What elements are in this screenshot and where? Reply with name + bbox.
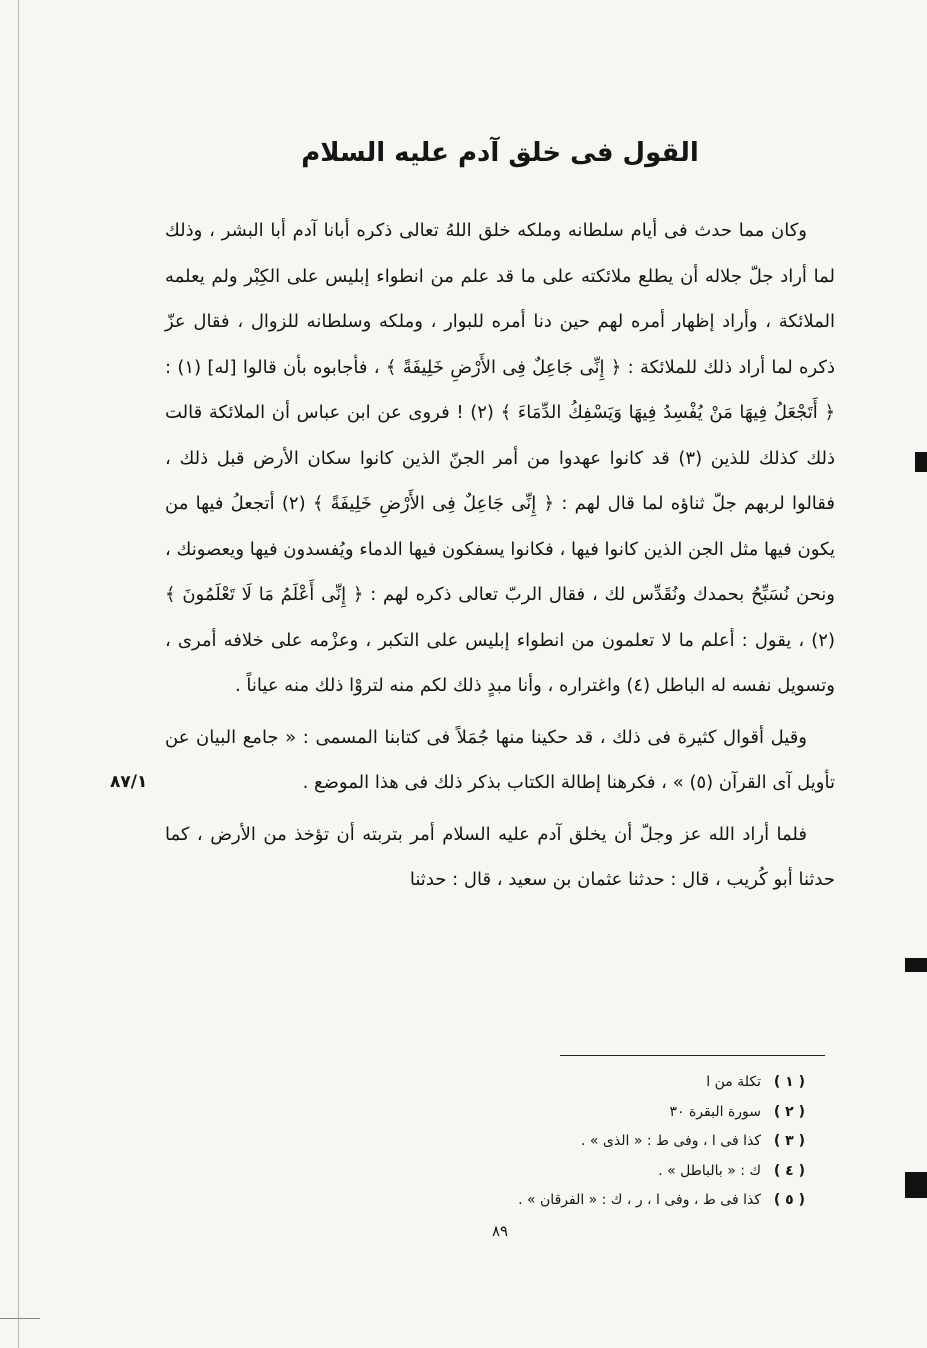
paragraph-1: وكان مما حدث فى أيام سلطانه وملكه خلق اللهُ تعالى ذكره أبانا آدم أبا البشر ، وذلك لما أراد جلّ جلاله أن يطلع ملائكته على ما قد علم من انطواء إبليس على الكِبْر ولم يعلمه الملائكة ، وأراد إظهار أمره لهم حين دنا أمره للبوار ، وملكه وسلطانه للزوال ، فقال عزّ ذكره لما أراد ذلك للملائكة : ﴿ إِنِّى جَاعِلٌ فِى الأَرْضِ خَلِيفَةً ﴾ ، فأجابوه بأن قالوا [له] (١) : ﴿ أَتَجْعَلُ فِيهَا مَنْ يُفْسِدُ فِيهَا وَيَسْفِكُ الدِّمَاءَ ﴾ (٢) ! فروى عن ابن عباس أن الملائكة قالت ذلك كذلك للذين (٣) قد كانوا عهدوا من أمر الجنّ الذين كانوا سكان الأرض قبل ذلك ، فقالوا لربهم جلّ ثناؤه لما قال لهم : ﴿ إِنِّى جَاعِلٌ فِى الأَرْضِ خَلِيفَةً ﴾ (٢) أتجعلُ فيها من يكون فيها مثل الجن الذين كانوا فيها ، فكانوا يسفكون فيها الدماء ويُفسدون فيها ويعصونك ، ونحن نُسَبِّحُ بحمدك ونُقَدِّس لك ، فقال الربّ تعالى ذكره لهم : ﴿ إِنِّى أَعْلَمُ مَا لَا تَعْلَمُونَ ﴾ (٢) ، يقول : أعلم ما لا تعلمون من انطواء إبليس على التكبر ، وعزْمه على خلافه أمرى ، وتسويل نفسه له الباطل (٤) واغتراره ، وأنا مبدٍ ذلك لكم منه لتروْا ذلك منه عياناً . xyxy=(165,220,835,696)
footnote-separator xyxy=(560,1055,825,1056)
footnote xyxy=(385,1127,805,1157)
scan-edge-mark xyxy=(0,1318,40,1319)
footnotes xyxy=(385,1068,805,1216)
footnote-number: ( ٤ ) xyxy=(773,1162,805,1179)
margin-reference: ٨٧/١ xyxy=(110,772,148,792)
binding-mark-bottom xyxy=(905,1172,927,1198)
footnote-text: سورة البقرة ٣٠ xyxy=(669,1103,761,1120)
binding-mark-middle xyxy=(905,958,927,972)
footnote-number: ( ١ ) xyxy=(773,1074,805,1090)
paragraph-3: فلما أراد الله عز وجلّ أن يخلق آدم عليه السلام أمر بتربته أن تؤخذ من الأرض ، كما حدثنا أبو كُريب ، قال : حدثنا عثمان بن سعيد ، قال : حدثنا xyxy=(165,823,835,890)
footnote xyxy=(385,1186,805,1216)
footnote-number: ( ٢ ) xyxy=(773,1103,805,1120)
footnote-text: كذا فى ا ، وفى ط : « الذى » . xyxy=(580,1133,761,1149)
footnote-text: تكلة من ا xyxy=(706,1074,761,1090)
footnote xyxy=(385,1098,805,1128)
chapter-heading: القول فى خلق آدم عليه السلام xyxy=(301,138,699,168)
footnote-text: ك : « بالباطل » . xyxy=(658,1162,761,1179)
footnote-number: ( ٥ ) xyxy=(773,1192,805,1208)
binding-mark-top xyxy=(915,452,927,472)
paragraph-2: وقيل أقوال كثيرة فى ذلك ، قد حكينا منها جُمَلاً فى كتابنا المسمى : « جامع البيان عن تأويل آى القرآن (٥) » ، فكرهنا إطالة الكتاب بذكر ذلك فى هذا الموضع . xyxy=(165,726,835,793)
footnote xyxy=(385,1068,805,1098)
footnote-number: ( ٣ ) xyxy=(773,1133,805,1149)
footnote-text: كذا فى ط ، وفى ا ، ر ، ك : « الفرقان » . xyxy=(518,1192,761,1208)
page-number: ٨٩ xyxy=(491,1222,509,1240)
body-text xyxy=(165,208,835,903)
footnote xyxy=(385,1157,805,1187)
book-page xyxy=(165,0,835,1348)
scan-edge-line xyxy=(18,0,19,1348)
